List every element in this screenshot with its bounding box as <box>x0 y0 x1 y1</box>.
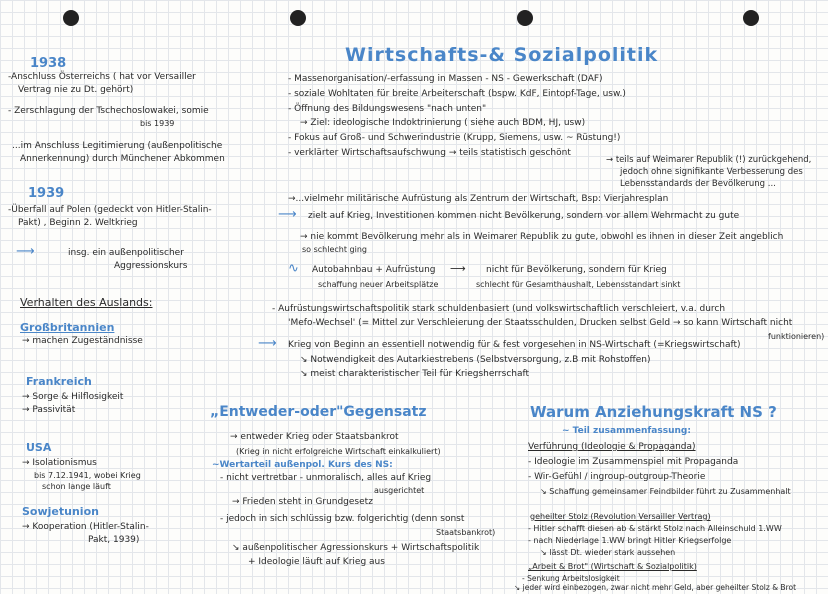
note-line: - Fokus auf Groß- und Schwerindustrie (Krupp, Siemens, usw. ~ Rüstung!) <box>288 133 621 143</box>
note-line: - Massenorganisation/-erfassung in Massen - NS - Gewerkschaft (DAF) <box>288 74 603 84</box>
country-heading: USA <box>26 441 52 454</box>
section-title: „Entweder-oder"Gegensatz <box>210 404 427 420</box>
subheading: „Arbeit & Brot" (Wirtschaft & Sozialpolitik) <box>528 562 697 571</box>
country-heading: Großbritannien <box>20 321 115 334</box>
note-line: - verklärter Wirtschaftsaufschwung → teils statistisch geschönt <box>288 148 571 158</box>
arrow-icon: ⟶ <box>16 244 35 259</box>
note-line: bis 7.12.1941, wobei Krieg <box>34 471 141 480</box>
note-line: - Senkung Arbeitslosigkeit <box>522 574 620 583</box>
note-line: ↘ Schaffung gemeinsamer Feindbilder führt zu Zusammenhalt <box>540 487 791 496</box>
note-line: → Frieden steht in Grundgesetz <box>232 497 373 507</box>
section-heading: Verhalten des Auslands: <box>20 296 153 309</box>
note-line: - nach Niederlage 1.WW bringt Hitler Kriegserfolge <box>528 536 732 545</box>
squiggle-arrow-icon: ∿ <box>288 261 299 276</box>
binder-hole <box>743 10 759 26</box>
subheading: ~ Teil zusammenfassung: <box>562 426 691 436</box>
note-line: ↘ meist charakteristischer Teil für Kriegsherrschaft <box>300 369 530 379</box>
note-line: - Wir-Gefühl / ingroup-outgroup-Theorie <box>528 472 706 482</box>
note-line: ↘ Notwendigkeit des Autarkiestrebens (Selbstversorgung, z.B mit Rohstoffen) <box>300 355 651 365</box>
note-line: - Öffnung des Bildungswesens "nach unten" <box>288 104 487 114</box>
note-line: → Isolationismus <box>22 458 97 468</box>
note-line: Lebensstandards der Bevölkerung ... <box>620 179 776 189</box>
note-line: ausgerichtet <box>374 486 425 495</box>
note-line: Annerkennung) durch Münchener Abkommen <box>20 154 225 164</box>
note-line: - Zerschlagung der Tschechoslowakei, somie <box>8 106 209 116</box>
section-title: Warum Anziehungskraft NS ? <box>530 403 777 421</box>
note-line: bis 1939 <box>140 119 175 128</box>
note-line: Vertrag nie zu Dt. gehört) <box>18 85 134 95</box>
note-line: ↘ jeder wird einbezogen, zwar nicht mehr Geld, aber geheilter Stolz & Brot <box>514 583 797 592</box>
note-line: Pakt) , Beginn 2. Weltkrieg <box>18 218 138 228</box>
arrow-icon: ⟶ <box>278 207 297 222</box>
note-line: -Überfall auf Polen (gedeckt von Hitler-Stalin- <box>8 205 212 215</box>
note-line: ↘ außenpolitischer Agressionskurs + Wirtschaftspolitik <box>232 543 480 553</box>
note-line: → Passivität <box>22 405 76 415</box>
note-line: nicht für Bevölkerung, sondern für Krieg <box>486 265 667 275</box>
note-line: jedoch ohne signifikante Verbesserung des <box>620 167 803 177</box>
note-line: Krieg von Beginn an essentiell notwendig für & fest vorgesehen in NS-Wirtschaft (=Kriegswirtschaft) <box>288 340 741 350</box>
note-line: - Ideologie im Zusammenspiel mit Propaganda <box>528 457 739 467</box>
note-line: so schlecht ging <box>302 245 367 254</box>
note-line: insg. ein außenpolitischer <box>68 248 184 258</box>
page-title: Wirtschafts-& Sozialpolitik <box>345 44 659 66</box>
note-line: - soziale Wohltaten für breite Arbeiterschaft (bspw. KdF, Eintopf-Tage, usw.) <box>288 89 626 99</box>
note-line: → nie kommt Bevölkerung mehr als in Weimarer Republik zu gute, obwohl es ihnen in dieser Zeit angeblich <box>300 232 784 242</box>
note-line: → Sorge & Hilflosigkeit <box>22 392 124 402</box>
note-line: (Krieg in nicht erfolgreiche Wirtschaft einkalkuliert) <box>236 447 441 456</box>
subheading: Verführung (Ideologie & Propaganda) <box>528 442 696 452</box>
note-line: →...vielmehr militärische Aufrüstung als Zentrum der Wirtschaft, Bsp: Vierjahresplan <box>288 194 669 204</box>
binder-hole <box>517 10 533 26</box>
note-line: - jedoch in sich schlüssig bzw. folgerichtig (denn sonst <box>220 514 465 524</box>
note-line: 'Mefo-Wechsel' (= Mittel zur Verschleierung der Staatsschulden, Drucken selbst Geld → so kann Wirtschaft nicht <box>288 318 793 328</box>
note-line: → machen Zugeständnisse <box>22 336 143 346</box>
note-line: - Hitler schafft diesen ab & stärkt Stolz nach Alleinschuld 1.WW <box>528 524 782 533</box>
note-line: ↘ lässt Dt. wieder stark aussehen <box>540 548 676 557</box>
note-line: Autobahnbau + Aufrüstung <box>312 265 436 275</box>
year-1939: 1939 <box>28 186 65 201</box>
note-line: schaffung neuer Arbeitsplätze <box>318 280 439 289</box>
binder-hole <box>290 10 306 26</box>
note-line: schlecht für Gesamthaushalt, Lebensstandart sinkt <box>476 280 681 289</box>
note-line: - nicht vertretbar - unmoralisch, alles auf Krieg <box>220 473 432 483</box>
country-heading: Frankreich <box>26 375 92 388</box>
note-line: Pakt, 1939) <box>88 535 140 545</box>
binder-hole <box>63 10 79 26</box>
note-line: → entweder Krieg oder Staatsbankrot <box>230 432 399 442</box>
note-line: + Ideologie läuft auf Krieg aus <box>248 557 385 567</box>
note-line: -Anschluss Österreichs ( hat vor Versailler <box>8 72 196 82</box>
subheading: ~Wertarteil außenpol. Kurs des NS: <box>212 460 393 470</box>
note-line: → teils auf Weimarer Republik (!) zurückgehend, <box>606 155 812 165</box>
note-line: - Aufrüstungswirtschaftspolitik stark schuldenbasiert (und volkswirtschaftlich verschleiert, v.a. durch <box>272 304 726 314</box>
note-line: → Ziel: ideologische Indoktrinierung ( siehe auch BDM, HJ, usw) <box>300 118 586 128</box>
note-line: funktionieren) <box>768 332 825 341</box>
note-line: zielt auf Krieg, Investitionen kommen nicht Bevölkerung, sondern vor allem Wehrmacht zu gute <box>308 211 740 221</box>
note-line: → Kooperation (Hitler-Stalin- <box>22 522 149 532</box>
note-line: schon lange läuft <box>42 482 111 491</box>
arrow-icon: ⟶ <box>450 262 466 275</box>
note-line: Staatsbankrot) <box>436 528 496 537</box>
country-heading: Sowjetunion <box>22 505 99 518</box>
note-line: ...im Anschluss Legitimierung (außenpolitische <box>12 141 223 151</box>
year-1938: 1938 <box>30 56 67 71</box>
arrow-icon: ⟶ <box>258 336 277 351</box>
subheading: geheilter Stolz (Revolution Versailler Vertrag) <box>530 512 711 521</box>
note-line: Aggressionskurs <box>114 261 188 271</box>
